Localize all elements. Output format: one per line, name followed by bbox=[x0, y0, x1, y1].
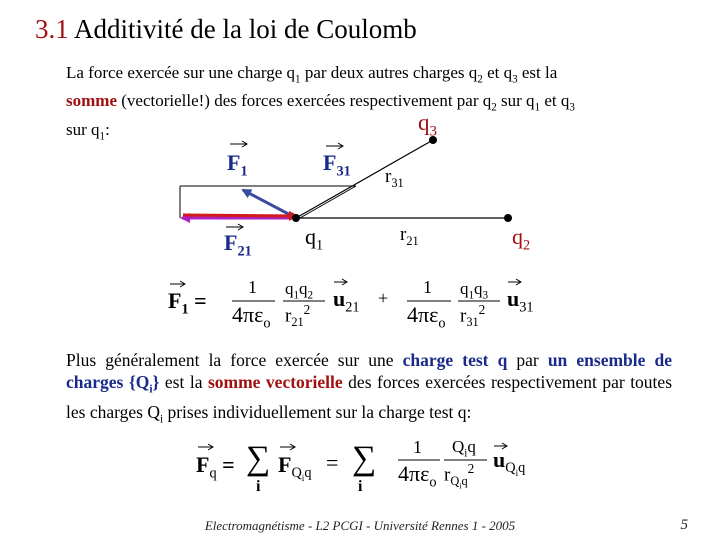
f1-u31: $u_{31}$ bbox=[507, 286, 534, 316]
charge-q1 bbox=[292, 214, 300, 222]
f1-r21: $r_{21}^2$ bbox=[285, 302, 311, 330]
f2-FQ: $F_{Q_iq}$ bbox=[278, 452, 312, 485]
f2-num: $Q_iq$ bbox=[452, 437, 476, 460]
label-F1: $F_1$ bbox=[227, 150, 248, 180]
f1-u21: $u_{21}$ bbox=[333, 286, 360, 316]
f1-num-a: $q_1q_2$ bbox=[285, 279, 314, 302]
f2-rQ: $r_{Q_iq}^2$ bbox=[444, 461, 475, 491]
f2-sigma-2: ∑ bbox=[352, 440, 377, 477]
label-q2: $q_2$ bbox=[512, 224, 531, 254]
label-F21: $F_{21}$ bbox=[224, 230, 252, 260]
f1-den-b: $4\pi\varepsilon_o$ bbox=[407, 302, 446, 332]
title-text: Additivité de la loi de Coulomb bbox=[74, 14, 417, 44]
label-q1: $q_1$ bbox=[305, 224, 324, 254]
F1-arrow bbox=[183, 215, 297, 216]
somme-highlight: somme bbox=[66, 91, 117, 111]
page-number: 5 bbox=[680, 517, 688, 533]
label-r21: $r_{21}$ bbox=[400, 224, 419, 248]
f2-sigma-1: ∑ bbox=[246, 440, 271, 477]
f1-den-a: $4\pi\varepsilon_o$ bbox=[232, 302, 271, 332]
f2-u: $u_{Q_iq}$ bbox=[493, 447, 526, 480]
charge-q2 bbox=[504, 214, 512, 222]
f1-one-b: 1 bbox=[423, 277, 432, 297]
somme-vectorielle-highlight: somme vectorielle bbox=[207, 372, 343, 392]
intro-paragraph: La force exercée sur une charge $q_1$ par deux autres charges $q_2$ et $q_3$ est la somme (vectorielle!) des forces exercées respectivement par $q_2$ sur $q_1$ et $q_3$ sur $q_1$: bbox=[66, 63, 575, 143]
r31-line bbox=[296, 140, 433, 218]
f2-eq2: = bbox=[326, 450, 339, 475]
f2-sigma-2-index: i bbox=[358, 478, 363, 495]
construction-line bbox=[300, 186, 356, 218]
section-number: 3.1 bbox=[35, 14, 69, 44]
f1-r31: $r_{31}^2$ bbox=[460, 302, 486, 330]
charge-test-highlight: charge test q bbox=[402, 350, 508, 370]
f1-lhs: $F_1$ = bbox=[168, 288, 207, 318]
label-F31: $F_{31}$ bbox=[323, 150, 351, 180]
F31-arrow bbox=[243, 190, 296, 218]
f2-one: 1 bbox=[413, 437, 422, 457]
f2-sigma-1-index: i bbox=[256, 478, 261, 495]
general-paragraph: Plus généralement la force exercée sur une charge test q par un ensemble de charges $\{Q_i\}$ est la somme vectorielle des forces exercées respectivement par toutes les charges $Q_i$ prises individuellement sur la charge test q: bbox=[66, 350, 672, 425]
f1-one-a: 1 bbox=[248, 277, 257, 297]
ensemble-highlight: un ensemble de charges $\{Q_i\}$ bbox=[66, 350, 672, 396]
footer: Electromagnétisme - L2 PCGI - Université Rennes 1 - 2005 bbox=[204, 518, 516, 533]
f2-lhs: $F_q$ = bbox=[196, 452, 235, 482]
label-r31: $r_{31}$ bbox=[385, 166, 404, 190]
f1-plus: + bbox=[378, 288, 389, 308]
f2-den-a: $4\pi\varepsilon_o$ bbox=[398, 461, 437, 491]
f1-num-b: $q_1q_3$ bbox=[460, 279, 489, 302]
label-q3: $q_3$ bbox=[418, 110, 437, 140]
